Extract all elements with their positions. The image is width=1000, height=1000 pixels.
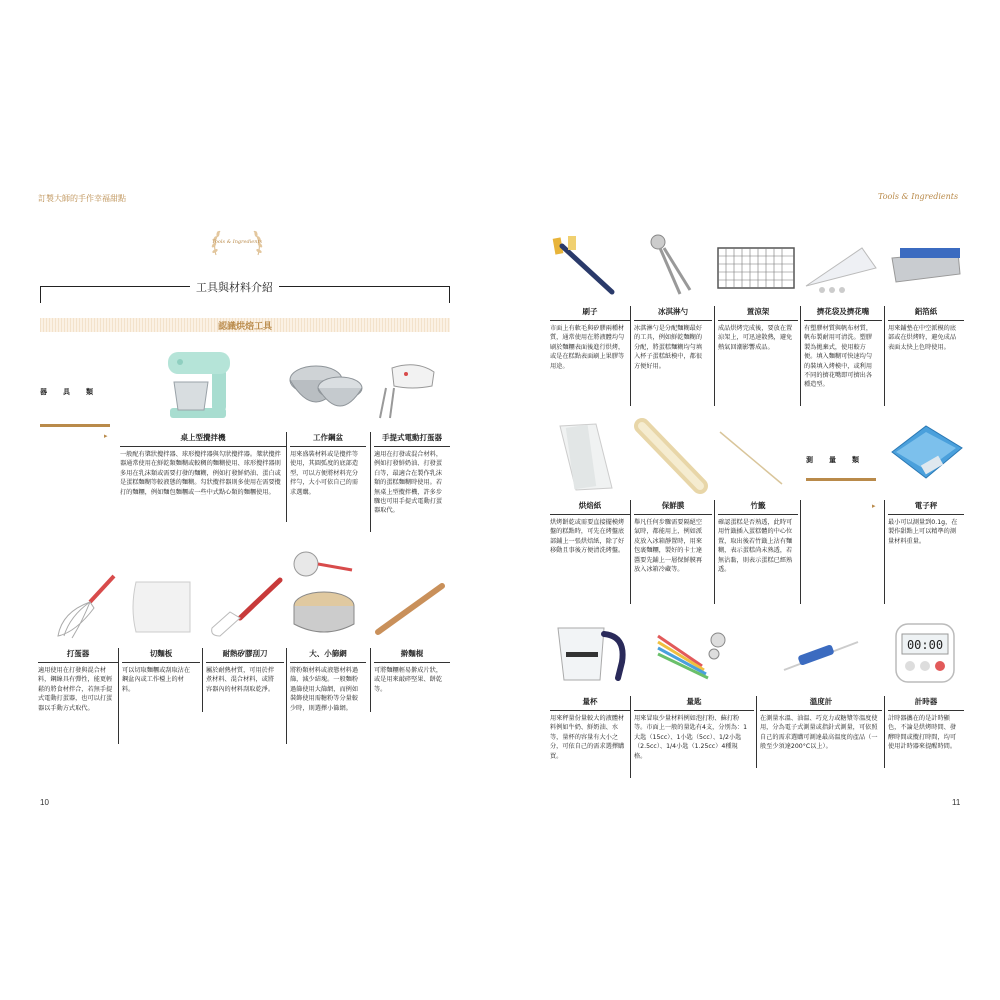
divider <box>800 500 801 604</box>
tool-description: 將粉類材料或液態材料過篩，減少結塊。一般麵粉過篩使用大篩網，而例如裝飾使用需糖粉等分量較少時，則選擇小篩網。 <box>290 667 359 712</box>
brush-image <box>552 234 624 300</box>
scraper-image <box>128 578 198 638</box>
thermometer-image <box>778 636 866 676</box>
measuring-cup-image <box>552 622 632 684</box>
tool-cooling-rack <box>718 306 798 352</box>
tool-description: 可以切取麵糰或刮取沾在鋼盆內或工作檯上的材料。 <box>122 667 191 693</box>
tool-description: 冰淇淋勺是分配麵糊最好的工具，例如鮮乾麵糊的分配，將蛋糕麵糊均勻填入杯子蛋糕紙模中，都很方便好用。 <box>634 325 703 370</box>
tool-description: 用來鋪墊在中空派模的底部或在烘烤時，避免成品表面太快上色時使用。 <box>888 325 957 351</box>
tool-description: 適用使用在打發與混合材料，鋼線具有彈性，能更輕鬆的將食材拌合，若無手提式電動打蛋器，也可以打蛋器以手動方式取代。 <box>38 667 113 712</box>
cooling-rack-image <box>714 244 800 294</box>
tool-parchment <box>550 500 630 556</box>
tool-piping-bag <box>804 306 882 390</box>
tool-sieve <box>290 648 366 713</box>
scoop-image <box>640 232 700 300</box>
tool-name: 工作鋼盆 <box>290 432 366 447</box>
page-title: 工具與材料介紹 <box>190 279 279 295</box>
category-measuring: 測量類 <box>806 456 875 464</box>
tool-measuring-spoon <box>634 696 754 761</box>
tool-name: 量杯 <box>550 696 630 711</box>
tool-name: 保鮮膜 <box>634 500 712 515</box>
tool-description: 有塑膠材質與帆布材質，帆布製耐用可清洗。塑膠製為拋棄式，使用較方便。填入麵糊可快速均勻的裝填入烤模中，或利用不同的擠花嘴即可擠出各種造型。 <box>804 325 873 389</box>
section-title: 認識烘焙工具 <box>217 322 272 332</box>
divider <box>118 648 119 744</box>
divider <box>714 306 715 406</box>
tool-hand-mixer <box>374 432 450 516</box>
skewer-image <box>716 428 786 488</box>
tool-stand-mixer <box>120 432 286 497</box>
mixing-bowl-image <box>288 358 368 418</box>
tool-description: 用來冒取少量材料例如泡打粉、蘇打粉等。市面上一般的量匙有4支，分別為：1大匙（15cc）、1小匙（5cc）、1/2小匙（2.5cc）、1/4小匙（1.25cc）4種規格。 <box>634 715 748 760</box>
tool-description: 最小可以測量到0.1g，在製作甜點上可以精準的測量材料重量。 <box>888 519 958 545</box>
category-underline <box>40 424 110 427</box>
spatula-image <box>206 574 286 640</box>
timer-image <box>892 620 958 686</box>
divider <box>202 648 203 712</box>
divider <box>800 306 801 406</box>
arrow-icon: ▸ <box>872 502 876 510</box>
tool-description: 用來盛裝材料或是攪拌等使用，其圓弧度的底部造型，可以方便將材料充分拌勻，大小可依自己的需求選購。 <box>290 451 359 496</box>
plastic-wrap-image <box>634 420 708 494</box>
tool-name: 擠花袋及擠花嘴 <box>804 306 882 321</box>
tool-name: 擀麵棍 <box>374 648 450 663</box>
running-header-left: 訂製大師的手作幸福甜點 <box>38 194 126 203</box>
divider <box>286 432 287 522</box>
tool-mixing-bowl <box>290 432 366 497</box>
tool-name: 量匙 <box>634 696 754 711</box>
tool-description: 在測量水溫、油溫、巧克力或糖漿等溫度使用，分為電子式測量或指針式測量，可依照自己的需求選購可測達最高溫度的產品（一般至少須達200°C以上）。 <box>760 715 878 751</box>
tool-description: 烘烤餅乾或需要直接擺模烤盤的糕點時，可先在烤盤底部鋪上一張烘焙紙，除了好移動且事後方便清洗烤盤。 <box>550 519 625 555</box>
tool-scraper <box>122 648 200 694</box>
divider <box>630 500 631 604</box>
page-number-left: 10 <box>40 798 49 807</box>
tool-description: 屬於耐熱材質，可用於拌煮材料、混合材料，或將容器內的材料刮取乾淨。 <box>206 667 275 693</box>
tool-timer <box>888 696 964 752</box>
section-bar <box>40 318 450 332</box>
tool-name: 烘焙紙 <box>550 500 630 515</box>
tools-badge <box>208 225 266 263</box>
hand-mixer-image <box>372 360 442 422</box>
divider <box>884 696 885 768</box>
tool-name: 鋁箔紙 <box>888 306 964 321</box>
divider <box>884 306 885 406</box>
timer-display: 00:00 <box>906 638 944 652</box>
tool-spatula <box>206 648 284 694</box>
tool-name: 大、小篩網 <box>290 648 366 663</box>
page-number-right: 11 <box>952 798 961 807</box>
measuring-spoon-image <box>652 630 734 680</box>
divider <box>630 696 631 778</box>
tool-whisk <box>38 648 118 713</box>
whisk-image <box>52 572 122 642</box>
tool-plastic-wrap <box>634 500 712 574</box>
tool-name: 計時器 <box>888 696 964 711</box>
scale-image <box>886 422 966 488</box>
divider <box>630 306 631 406</box>
tool-scale <box>888 500 964 546</box>
tool-description: 一般配有槳狀攪拌器、球形攪拌器與勾狀攪拌器。槳狀攪拌器通常使用在鮮乾類麵糊或較稠的麵糊使用、球形攪拌器則多用在乳沫類或需要打發的麵糊，例如打發鮮奶油、蛋白或是蛋糕麵糊等較液態的麵糊。勾狀攪拌器則多使用在需要攪打的麵糰，例如麵包麵糰或一些中式點心類的麵糰使用。 <box>120 451 281 496</box>
foil-image <box>888 244 964 294</box>
tool-skewer <box>718 500 798 574</box>
tool-name: 竹籤 <box>718 500 798 515</box>
rolling-pin-image <box>372 580 448 640</box>
tool-name: 置涼架 <box>718 306 798 321</box>
tool-foil <box>888 306 964 352</box>
badge-text: Tools & Ingredients <box>211 239 263 245</box>
running-header-right: Tools & Ingredients <box>878 192 959 201</box>
tool-description: 用來秤量份量較大的液體材料例如牛奶、鮮奶油、水等，量杯的容量有大小之分，可依自己的需求選擇購買。 <box>550 715 625 760</box>
tool-description: 市面上有軟毛與矽膠兩種材質，通常使用在將液體均勻刷於麵糰表面後進行烘烤，或是在糕點表面刷上果膠等用途。 <box>550 325 625 370</box>
parchment-image <box>556 422 616 492</box>
divider <box>884 500 885 604</box>
tool-name: 溫度計 <box>760 696 882 711</box>
divider <box>286 648 287 744</box>
category-underline <box>806 478 876 481</box>
tool-brush <box>550 306 630 371</box>
category-appliances: 器具類 <box>40 388 109 396</box>
tool-description: 舉凡任何步驟需要隔絕空氣時，都能用上，例如派皮放入冰箱靜置時，用來包裹麵糰，製好的卡士達醬要先鋪上一層保鮮膜再放入冰箱冷藏等。 <box>634 519 703 574</box>
tool-name: 刷子 <box>550 306 630 321</box>
divider <box>370 648 371 712</box>
sieve-image <box>292 548 364 642</box>
tool-description: 計時器攜在的是計時顯色，不論是烘烤時間、發酵時間或攪打時間，均可使用計時器來提醒時間。 <box>888 715 957 751</box>
tool-name: 切麵板 <box>122 648 200 663</box>
tool-description: 可將麵糰輕易擀成片狀，或是用來敲碎堅果、餅乾等。 <box>374 667 443 693</box>
tool-description: 適用在打發或混合材料，例如打發鮮奶油、打發蛋白等，最適合在製作乳沫類的蛋糕麵糊時使用。若無桌上型攪拌機，許多步驟也可用手提式電動打蛋器取代。 <box>374 451 443 515</box>
tool-name: 電子秤 <box>888 500 964 515</box>
tool-measuring-cup <box>550 696 630 761</box>
tool-rolling-pin <box>374 648 450 694</box>
tool-scoop <box>634 306 712 371</box>
piping-bag-image <box>802 242 882 298</box>
divider <box>714 500 715 604</box>
tool-name: 耐熱矽膠刮刀 <box>206 648 284 663</box>
tool-description: 確認蛋糕是否熟透，此時可用竹籤插入蛋糕體的中心位置，取出後若竹籤上沾有麵糊，表示蛋糕尚未熟透，若無沾黏，則表示蛋糕已經熟透。 <box>718 519 793 574</box>
divider <box>370 432 371 532</box>
tool-name: 打蛋器 <box>38 648 118 663</box>
divider <box>756 696 757 768</box>
stand-mixer-image <box>160 348 240 426</box>
tool-thermometer <box>760 696 882 752</box>
tool-name: 桌上型攪拌機 <box>120 432 286 447</box>
tool-name: 手提式電動打蛋器 <box>374 432 450 447</box>
tool-description: 成品烘烤完成後，要放在置涼架上，可迅速散熱，避免熱氣回潮影響成品。 <box>718 325 793 351</box>
tool-name: 冰淇淋勺 <box>634 306 712 321</box>
arrow-icon: ▸ <box>104 432 108 440</box>
